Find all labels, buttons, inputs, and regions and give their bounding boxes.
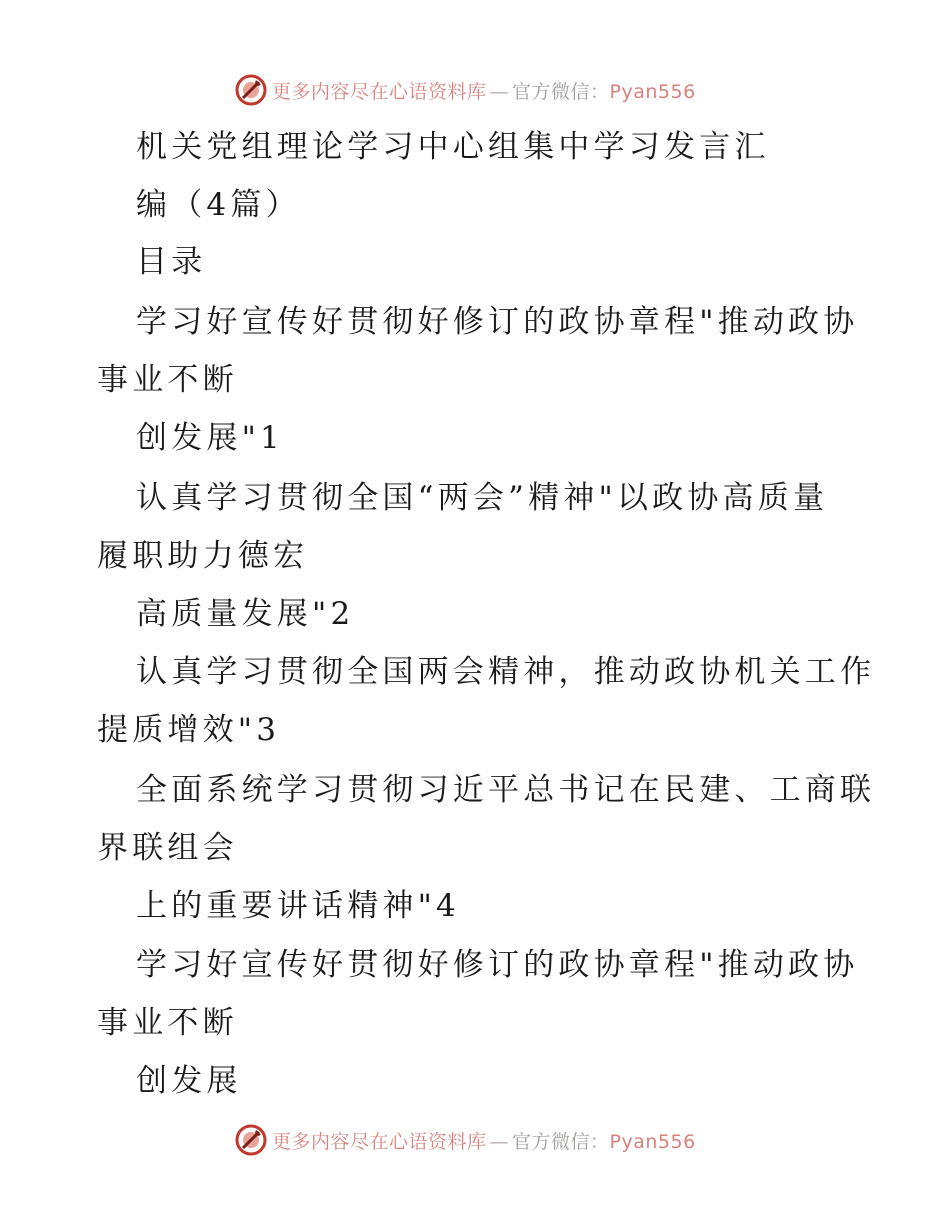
document-title-line-1: 机关党组理论学习中心组集中学习发言汇 [136,129,770,165]
header-watermark [234,70,696,110]
watermark-text [272,77,696,104]
document-title-line-2: 编（4篇） [136,187,301,223]
toc-entry-4-line-3: 上的重要讲话精神"4 [136,888,460,924]
body-section-line-3: 创发展 [136,1063,242,1099]
toc-entry-3-line-1: 认真学习贯彻全国两会精神，推动政协机关工作 [136,654,876,690]
toc-entry-2-line-1: 认真学习贯彻全国“两会”精神"以政协高质量 [136,480,829,516]
watermark-separator: — [489,80,510,103]
watermark-wechat-id: Pyan556 [609,1130,696,1153]
watermark-wechat-label: 官方微信： [512,1130,610,1153]
watermark-site-text: 更多内容尽在心语资料库 [272,80,487,103]
toc-entry-2-line-3: 高质量发展"2 [136,596,355,632]
toc-entry-1-line-1: 学习好宣传好贯彻好修订的政协章程"推动政协 [136,304,859,340]
watermark-wechat-id: Pyan556 [609,80,696,103]
watermark-text [272,1127,696,1154]
red-circular-logo-icon [234,73,268,107]
toc-entry-4-line-2: 界联组会 [97,830,238,866]
red-circular-logo-icon [234,1123,268,1157]
watermark-separator: — [489,1130,510,1153]
toc-entry-4-line-1: 全面系统学习贯彻习近平总书记在民建、工商联 [136,772,876,808]
toc-entry-2-line-2: 履职助力德宏 [97,538,309,574]
toc-heading: 目录 [136,244,207,280]
toc-entry-1-line-3: 创发展"1 [136,420,284,456]
watermark-site-text: 更多内容尽在心语资料库 [272,1130,487,1153]
body-section-line-2: 事业不断 [97,1005,238,1041]
body-section-line-1: 学习好宣传好贯彻好修订的政协章程"推动政协 [136,947,859,983]
footer-watermark [234,1120,696,1160]
toc-entry-1-line-2: 事业不断 [97,362,238,398]
toc-entry-3-line-2: 提质增效"3 [97,712,281,748]
watermark-wechat-label: 官方微信： [512,80,610,103]
